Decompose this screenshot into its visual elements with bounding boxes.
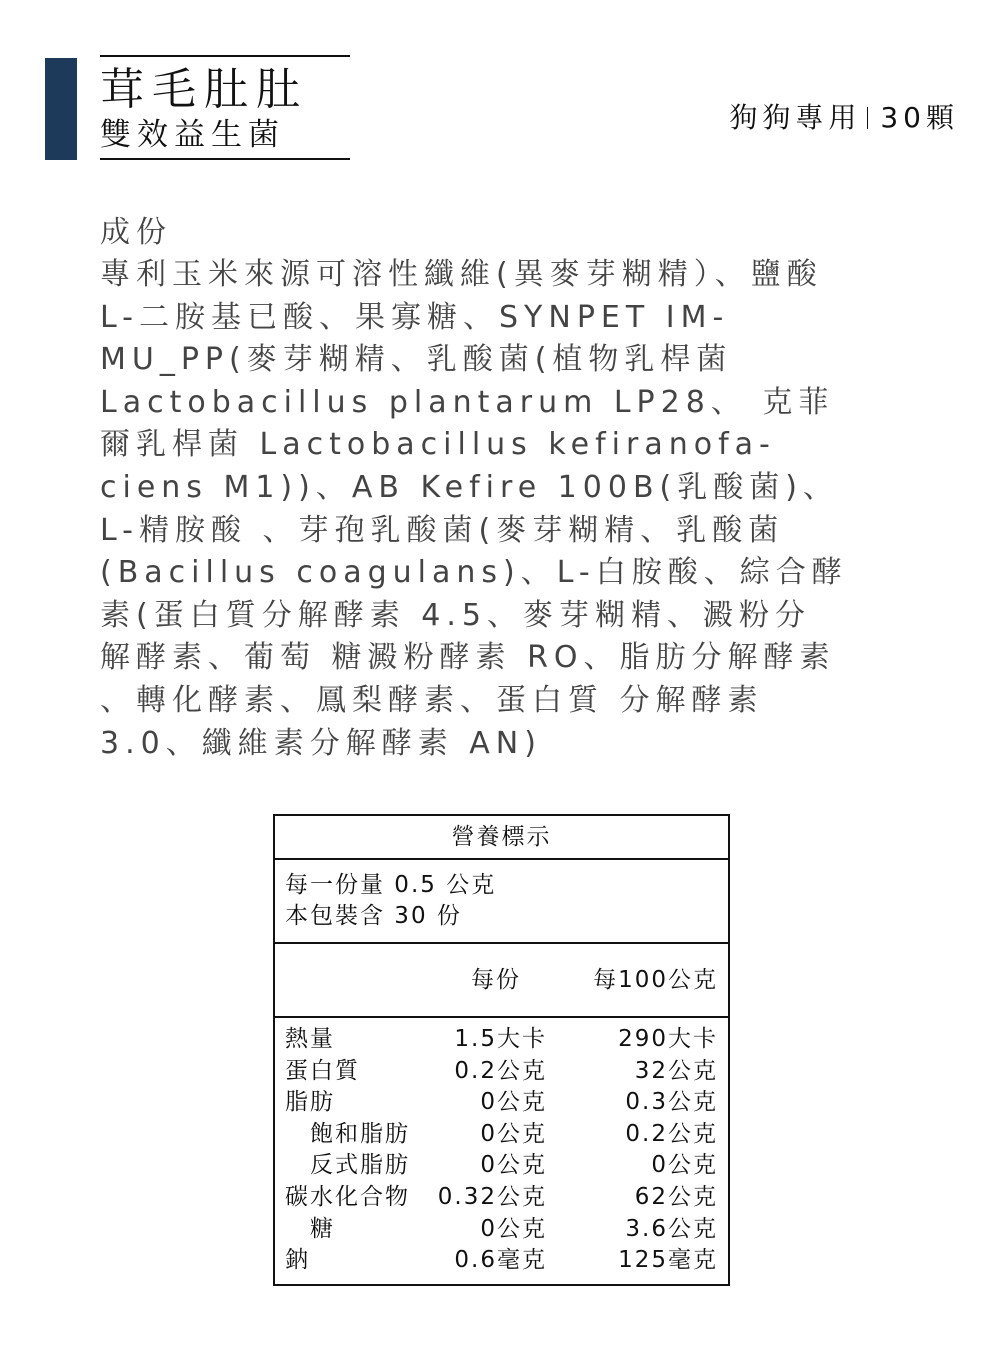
target-pet: 狗狗專用 <box>729 101 862 134</box>
ingredients-line: 解酵素、葡萄 糖澱粉酵素 RO、脂肪分解酵素 <box>100 640 836 676</box>
per-serving-value: 1.5大卡 <box>454 1026 547 1052</box>
capsule-count: 30顆 <box>880 101 959 134</box>
nutrient-row-carbohydrate <box>275 1182 728 1214</box>
serving-info <box>275 860 728 944</box>
header-bottom-rule <box>100 158 350 160</box>
ingredients-line: L-二胺基已酸、果寡糖、SYNPET IM- <box>100 299 730 335</box>
per-serving-value: 0.32公克 <box>437 1183 547 1210</box>
per-serving-value: 0公克 <box>480 1152 547 1179</box>
per-100g-value: 32公克 <box>634 1057 718 1084</box>
ingredients-line: 爾乳桿菌 Lactobacillus kefiranofa- <box>100 427 776 463</box>
nutrient-label: 蛋白質 <box>285 1057 360 1084</box>
nutrient-label: 碳水化合物 <box>285 1183 410 1210</box>
per-100g-value: 0公克 <box>651 1152 718 1179</box>
ingredients-line: 素(蛋白質分解酵素 4.5、麥芽糊精、澱粉分 <box>100 597 811 633</box>
nutrient-row-saturated-fat <box>275 1119 728 1151</box>
per-serving-value: 0.6毫克 <box>454 1247 547 1274</box>
header-top-rule <box>100 55 350 57</box>
nutrient-row-protein <box>275 1056 728 1088</box>
per-100g-value: 290大卡 <box>618 1026 718 1052</box>
per-100g-value: 3.6公克 <box>625 1215 718 1242</box>
ingredients-line: Lactobacillus plantarum LP28、 克菲 <box>100 384 835 420</box>
ingredients-line: 3.0、纖維素分解酵素 AN) <box>100 725 542 761</box>
nutrient-label: 熱量 <box>285 1026 335 1052</box>
per-100g-header: 每100公克 <box>593 967 718 993</box>
serving-size: 每一份量 0.5 公克 <box>285 872 497 898</box>
nutrient-label: 飽和脂肪 <box>310 1120 410 1147</box>
nutrient-label: 脂肪 <box>285 1089 335 1116</box>
nutrient-label: 糖 <box>310 1215 335 1242</box>
ingredients-line: L-精胺酸 、芽孢乳酸菌(麥芽糊精、乳酸菌 <box>100 512 785 548</box>
ingredients-line: (Bacillus coagulans)、L-白胺酸、綜合酵 <box>100 555 848 591</box>
per-100g-value: 0.2公克 <box>625 1120 718 1147</box>
servings-per-pack: 本包裝含 30 份 <box>285 903 462 929</box>
nutrient-label: 鈉 <box>285 1247 310 1274</box>
ingredients-text <box>100 254 960 765</box>
ingredients-title: 成份 <box>100 215 172 250</box>
ingredients-line: 、轉化酵素、鳳梨酵素、蛋白質 分解酵素 <box>100 682 764 718</box>
tagline-separator <box>867 107 868 129</box>
nutrient-row-fat <box>275 1087 728 1119</box>
nutrition-facts-table <box>273 814 730 1286</box>
ingredients-line: MU_PP(麥芽糊精、乳酸菌(植物乳桿菌 <box>100 342 733 378</box>
nutrient-row-trans-fat <box>275 1150 728 1182</box>
nutrient-row-sodium <box>275 1245 728 1277</box>
per-serving-value: 0公克 <box>480 1215 547 1242</box>
column-headers <box>275 944 728 1018</box>
per-serving-header: 每份 <box>471 967 521 993</box>
ingredients-line: ciens M1))、AB Kefire 100B(乳酸菌)、 <box>100 469 839 505</box>
per-serving-value: 0公克 <box>480 1089 547 1116</box>
product-tagline <box>729 100 959 136</box>
product-title: 茸毛肚肚 <box>100 64 308 115</box>
per-100g-value: 125毫克 <box>618 1247 718 1274</box>
product-subtitle: 雙效益生菌 <box>100 117 285 153</box>
accent-bar <box>45 58 77 160</box>
nutrient-label: 反式脂肪 <box>310 1152 410 1179</box>
nutrition-rows <box>275 1018 728 1277</box>
nutrition-title: 營養標示 <box>275 816 728 860</box>
nutrient-row-sugar <box>275 1214 728 1246</box>
per-100g-value: 62公克 <box>634 1183 718 1210</box>
per-100g-value: 0.3公克 <box>625 1089 718 1116</box>
per-serving-value: 0公克 <box>480 1120 547 1147</box>
ingredients-line: 專利玉米來源可溶性纖維(異麥芽糊精）、鹽酸 <box>100 257 823 292</box>
nutrient-row-energy <box>275 1024 728 1056</box>
per-serving-value: 0.2公克 <box>454 1057 547 1084</box>
